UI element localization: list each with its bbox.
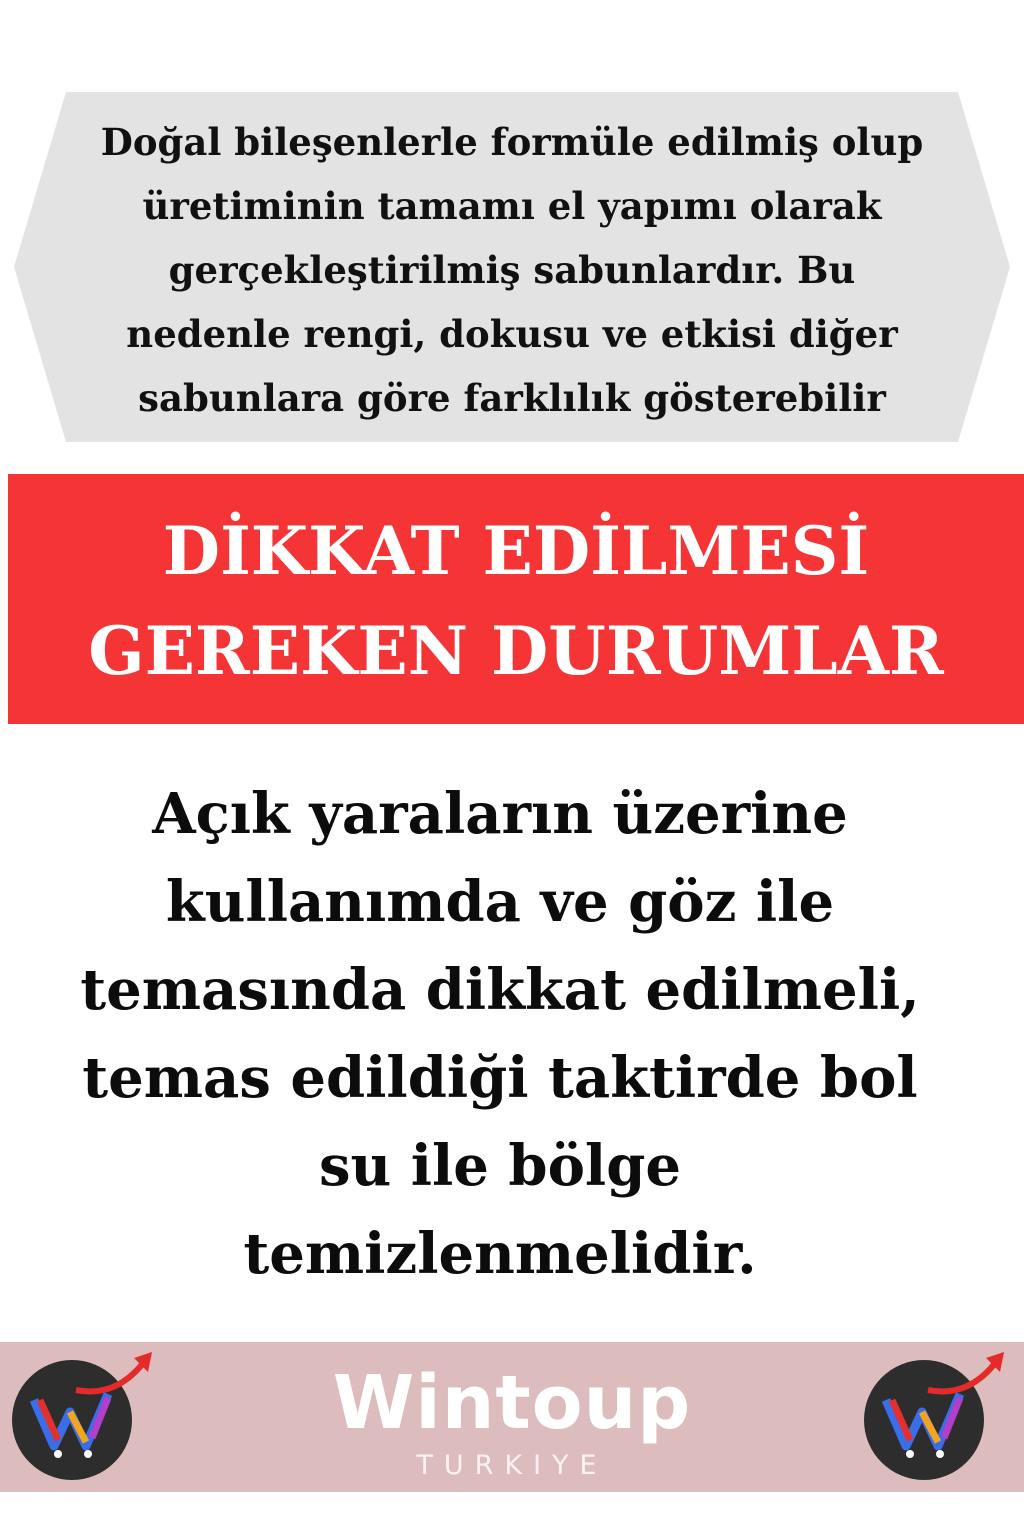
warning-text-line: Açık yaraların üzerine bbox=[152, 781, 848, 847]
warning-text-line: temasında dikkat edilmeli, bbox=[80, 957, 920, 1023]
warning-text-line: temizlenmelidir. bbox=[243, 1221, 757, 1287]
info-line: gerçekleştirilmiş sabunlardır. Bu bbox=[168, 248, 856, 292]
info-line: sabunlara göre farklılık gösterebilir bbox=[138, 376, 886, 420]
info-line: Doğal bileşenlerle formüle edilmiş olup bbox=[100, 120, 924, 164]
warning-banner bbox=[8, 474, 1024, 724]
warning-text-line: su ile bölge bbox=[319, 1133, 681, 1199]
warning-title-line-1: DİKKAT EDİLMESİ bbox=[162, 512, 870, 590]
wintoup-cart-logo-icon bbox=[858, 1342, 1018, 1492]
info-box bbox=[0, 92, 1024, 442]
info-text bbox=[40, 110, 984, 430]
warning-text-line: kullanımda ve göz ile bbox=[165, 869, 835, 935]
brand-subtitle: TURKIYE bbox=[416, 1450, 608, 1481]
footer-bar bbox=[0, 1342, 1024, 1492]
brand-name: Wintoup bbox=[332, 1360, 692, 1446]
warning-text bbox=[0, 770, 1000, 1298]
info-line: üretiminin tamamı el yapımı olarak bbox=[142, 184, 882, 228]
warning-text-line: temas edildiği taktirde bol bbox=[82, 1045, 918, 1111]
warning-title-line-2: GEREKEN DURUMLAR bbox=[88, 612, 944, 690]
info-line: nedenle rengi, dokusu ve etkisi diğer bbox=[126, 312, 898, 356]
